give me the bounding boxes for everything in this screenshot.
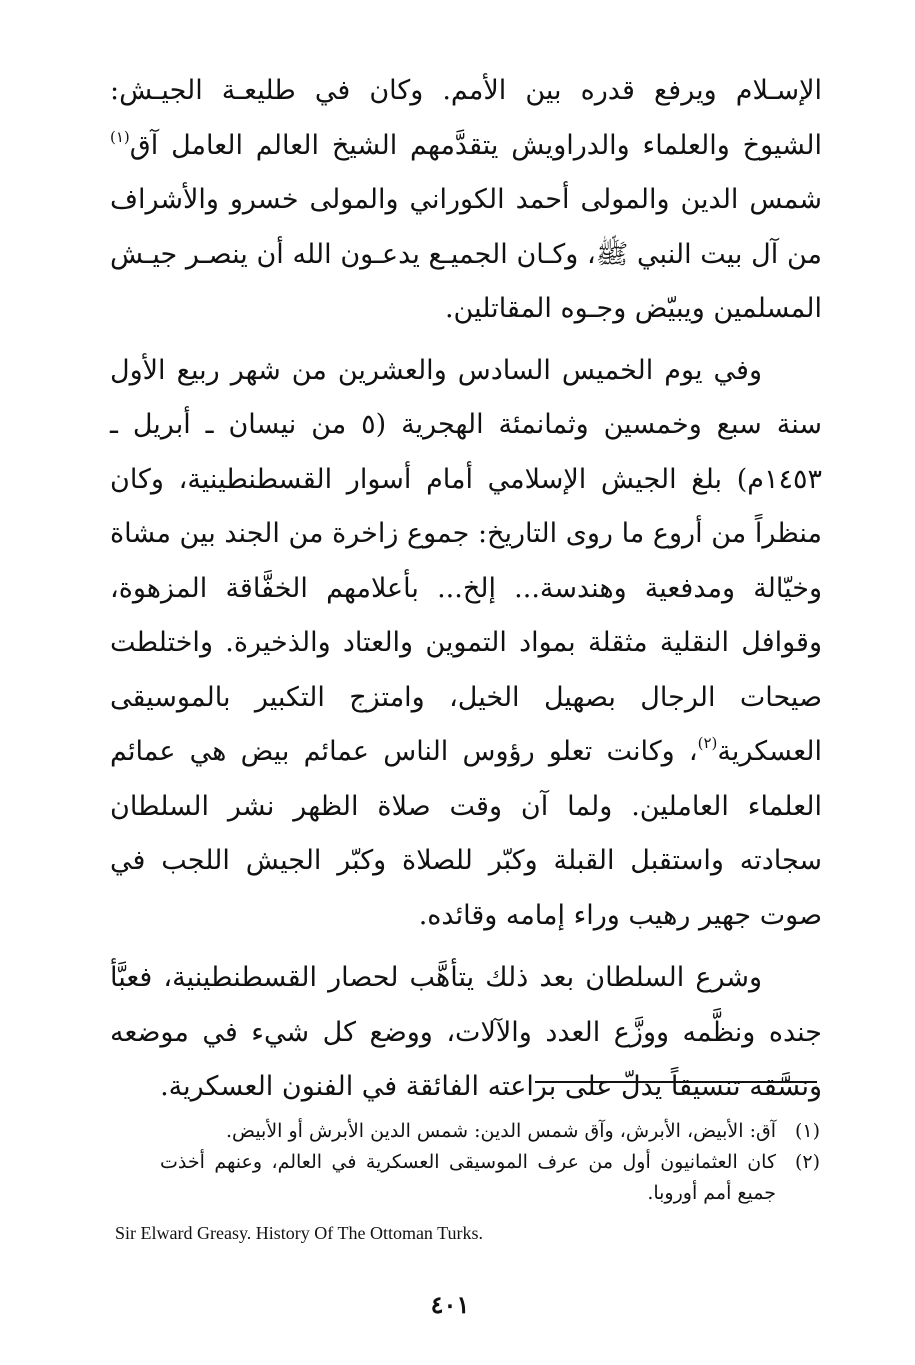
footnote-text: آق: الأبيض، الأبرش، وآق شمس الدين: شمس الدين الأبرش أو الأبيض. xyxy=(226,1120,776,1142)
paragraph-1-text-a: الإسـلام ويرفع قدره بين الأمم. وكان في طليعـة الجيـش: الشيوخ والعلماء والدراويش يتقدَّمهم الشيخ العالم العامل آق xyxy=(110,75,822,161)
footnote-ref-1: (١) xyxy=(110,127,130,146)
footnotes xyxy=(160,1116,820,1209)
paragraph-2-text-a: وفي يوم الخميس السادس والعشرين من شهر ربيع الأول سنة سبع وخمسين وثمانمئة الهجرية (٥ من نيسان ـ أبريل ـ ١٤٥٣م) بلغ الجيش الإسلامي أمام أسوار القسطنطينية، وكان منظراً من أروع ما روى التاريخ: جموع زاخرة من الجند بين مشاة وخيّالة ومدفعية وهندسة... إلخ... بأعلامهم الخفَّاقة المزهوة، وقوافل النقلية مثقلة بمواد التموين والعتاد والذخيرة. واختلطت صيحات الرجال بصهيل الخيل، وامتزج التكبير بالموسيقى العسكرية xyxy=(110,354,822,767)
paragraph-1-text-b: شمس الدين والمولى أحمد الكوراني والمولى خسرو والأشراف من آل بيت النبي ﷺ، وكـان الجميـع يدعـون الله أن ينصـر جيـش المسلمين ويبيّض وجـوه المقاتلين. xyxy=(110,184,822,324)
footnote-ref-2: (٢) xyxy=(697,734,718,752)
footnote-number: (٢) xyxy=(794,1151,820,1173)
source-citation: Sir Elward Greasy. History Of The Ottoman Turks. xyxy=(115,1223,483,1243)
footnote-1 xyxy=(160,1116,820,1147)
footnote-number: (١) xyxy=(794,1120,820,1142)
main-text xyxy=(110,64,822,1122)
footnote-text: كان العثمانيون أول من عرف الموسيقى العسكرية في العالم، وعنهم أخذت جميع أمم أوروبا. xyxy=(160,1151,776,1204)
paragraph-2 xyxy=(110,344,822,944)
page-number: ٤٠١ xyxy=(430,1290,470,1319)
footnote-2 xyxy=(160,1147,820,1209)
footnote-separator xyxy=(535,1081,817,1083)
paragraph-3: وشرع السلطان بعد ذلك يتأهَّب لحصار القسطنطينية، فعبَّأ جنده ونظَّمه ووزَّع العدد والآلات، ووضع كل شيء في موضعه ونسَّقه تنسيقاً يدلّ على براعته الفائقة في الفنون العسكرية. xyxy=(110,962,822,1102)
paragraph-2-text-b: ، وكانت تعلو رؤوس الناس عمائم بيض هي عمائم العلماء العاملين. ولما آن وقت صلاة الظهر نشر السلطان سجادته واستقبل القبلة وكبّر للصلاة وكبّر الجيش اللجب في صوت جهير رهيب وراء إمامه وقائده. xyxy=(110,736,822,931)
paragraph-1 xyxy=(110,64,822,337)
